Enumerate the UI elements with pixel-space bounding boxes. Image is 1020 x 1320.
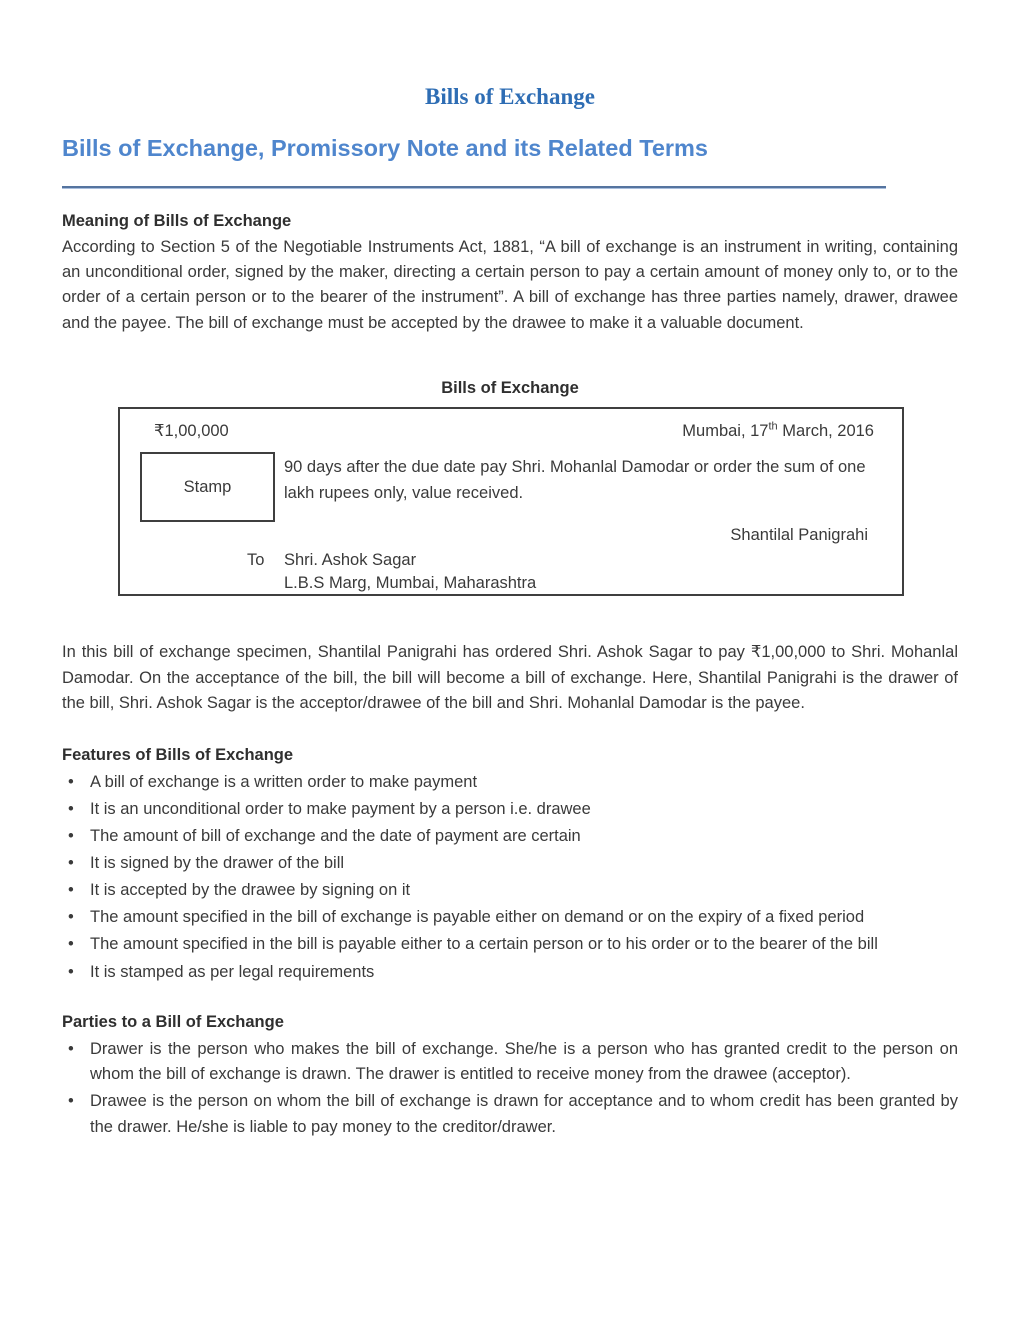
horizontal-rule <box>62 186 886 189</box>
specimen-to-row <box>140 549 874 572</box>
to-label: To <box>247 551 265 570</box>
date-superscript: th <box>768 420 778 433</box>
feature-item: • The amount specified in the bill of exchange is payable either on demand or on the expiry of a fixed period <box>62 905 958 931</box>
features-heading: Features of Bills of Exchange <box>62 746 294 765</box>
meaning-heading: Meaning of Bills of Exchange <box>62 212 292 230</box>
feature-item: • It is an unconditional order to make payment by a person i.e. drawee <box>62 797 958 823</box>
feature-item: • The amount specified in the bill is payable either to a certain person or to his order or to the bearer of the bill <box>62 932 958 958</box>
specimen-place-date: Mumbai, 17th March, 2016 <box>682 420 874 441</box>
party-item: • Drawer is the person who makes the bill of exchange. She/he is a person who has granted credit to the person on whom the bill of exchange is drawn. The drawer is entitled to receive money from the drawee (acceptor). <box>62 1037 958 1088</box>
specimen-order-text: 90 days after the due date pay Shri. Mohanlal Damodar or order the sum of one lakh rupees only, value received. <box>284 458 866 502</box>
feature-item: • It is accepted by the drawee by signing on it <box>62 878 958 904</box>
doc-subtitle: Bills of Exchange, Promissory Note and its Related Terms <box>62 135 708 161</box>
specimen-box <box>118 407 904 596</box>
drawee-address: L.B.S Marg, Mumbai, Maharashtra <box>284 574 537 593</box>
specimen-amount: ₹1,00,000 <box>154 422 229 441</box>
drawee-name: Shri. Ashok Sagar <box>284 551 417 570</box>
feature-item: • The amount of bill of exchange and the date of payment are certain <box>62 824 958 850</box>
parties-list <box>62 1037 958 1141</box>
explanation-paragraph: In this bill of exchange specimen, Shantilal Panigrahi has ordered Shri. Ashok Sagar to pay ₹1,00,000 to Shri. Mohanlal Damodar. On the acceptance of the bill, the bill will become a bill of exchange. Here, Shantilal Panigrahi is the drawer of the bill, Shri. Ashok Sagar is the acceptor/drawee of the bill and Shri. Mohanlal Damodar is the payee. <box>62 643 958 712</box>
page-title: Bills of Exchange <box>425 84 595 109</box>
specimen-caption: Bills of Exchange <box>441 379 579 398</box>
specimen-header-row <box>140 420 874 443</box>
feature-item: • A bill of exchange is a written order to make payment <box>62 770 958 796</box>
parties-heading: Parties to a Bill of Exchange <box>62 1013 284 1032</box>
stamp-box <box>140 452 275 522</box>
feature-item: • It is signed by the drawer of the bill <box>62 851 958 877</box>
meaning-paragraph: According to Section 5 of the Negotiable Instruments Act, 1881, “A bill of exchange is an instrument in writing, containing an unconditional order, signed by the maker, directing a certain person to pay a certain amount of money only to, or to the order of a certain person or to the bearer of the instrument”. A bill of exchange has three parties namely, drawer, drawee and the payee. The bill of exchange must be accepted by the drawee to make it a valuable document. <box>62 237 958 332</box>
specimen-body-row <box>140 452 874 522</box>
party-item: • Drawee is the person on whom the bill of exchange is drawn for acceptance and to whom credit has been granted by the drawer. He/she is liable to pay money to the creditor/drawer. <box>62 1089 958 1140</box>
stamp-label: Stamp <box>183 477 232 496</box>
specimen-signature: Shantilal Panigrahi <box>730 526 868 545</box>
feature-item: • It is stamped as per legal requirements <box>62 960 958 986</box>
features-list <box>62 770 958 985</box>
